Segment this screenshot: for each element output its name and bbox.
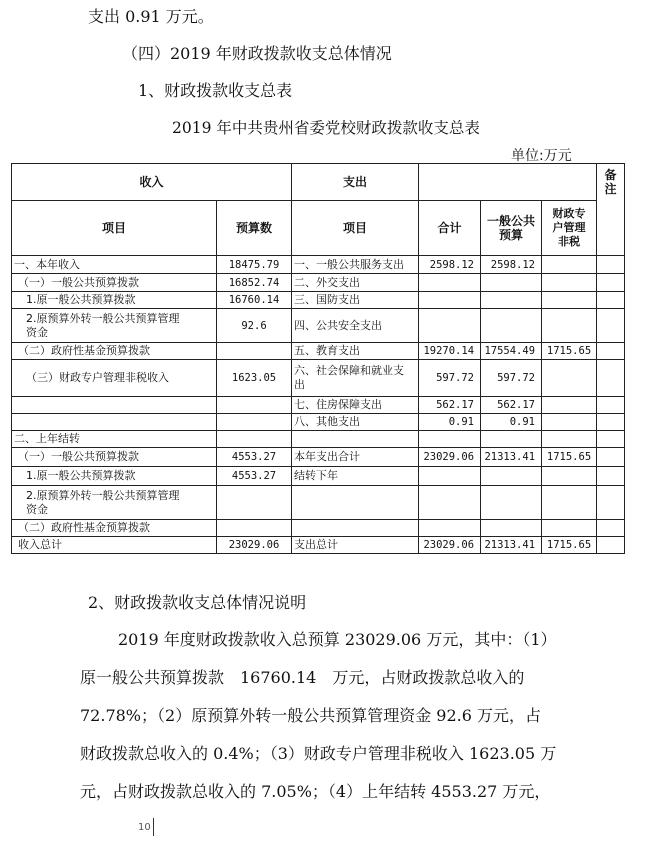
cell-income-item xyxy=(12,414,217,431)
paragraph-tail: 支出 0.91 万元。 xyxy=(88,7,214,26)
table-row xyxy=(12,360,625,397)
cell-expense-item: 四、公共安全支出 xyxy=(292,309,419,343)
cell-expense-general: 0.91 xyxy=(481,414,542,431)
cell-expense-item: 六、社会保障和就业支 出 xyxy=(292,360,419,397)
cell-remark xyxy=(597,256,625,274)
cell-expense-total xyxy=(419,292,481,309)
cell-expense-special: 1715.65 xyxy=(542,537,597,554)
cell-expense-special: 1715.65 xyxy=(542,343,597,360)
page-number: 10 xyxy=(138,822,151,833)
cell-income-budget: 16760.14 xyxy=(217,292,292,309)
paragraph-line: 元，占财政拨款总收入的 7.05%；（4）上年结转 4553.27 万元， xyxy=(80,782,551,801)
table-row xyxy=(12,256,625,274)
cell-expense-total xyxy=(419,431,481,448)
cell-expense-total: 2598.12 xyxy=(419,256,481,274)
table-row xyxy=(12,467,625,486)
cell-expense-special xyxy=(542,397,597,414)
cell-expense-general: 17554.49 xyxy=(481,343,542,360)
cell-expense-item xyxy=(292,431,419,448)
cell-expense-total xyxy=(419,309,481,343)
cell-income-item xyxy=(12,397,217,414)
table-body xyxy=(12,256,625,554)
cell-expense-total xyxy=(419,467,481,486)
cell-remark xyxy=(597,397,625,414)
table-row xyxy=(12,431,625,448)
cell-income-item: 2.原预算外转一般公共预算管理 资金 xyxy=(12,486,217,520)
cell-income-item: （一）一般公共预算拨款 xyxy=(12,274,217,292)
subsection-heading-1: 1、财政拨款收支总表 xyxy=(138,81,293,100)
cell-expense-general: 597.72 xyxy=(481,360,542,397)
header-expense-item: 项目 xyxy=(292,201,419,256)
header-blank xyxy=(419,164,597,201)
cell-expense-total xyxy=(419,486,481,520)
header-budget: 预算数 xyxy=(217,201,292,256)
cell-expense-item: 七、住房保障支出 xyxy=(292,397,419,414)
cell-expense-general xyxy=(481,486,542,520)
cell-expense-general xyxy=(481,467,542,486)
paragraph-line: 72.78%；（2）原预算外转一般公共预算管理资金 92.6 万元，占 xyxy=(80,706,541,725)
cell-income-item: （一）一般公共预算拨款 xyxy=(12,448,217,467)
cell-expense-general: 2598.12 xyxy=(481,256,542,274)
cell-income-budget xyxy=(217,486,292,520)
cell-remark xyxy=(597,360,625,397)
cell-expense-total: 0.91 xyxy=(419,414,481,431)
table-row xyxy=(12,537,625,554)
cell-expense-item: 二、外交支出 xyxy=(292,274,419,292)
paragraph-line: 原一般公共预算拨款 16760.14 万元，占财政拨款总收入的 xyxy=(80,668,525,687)
section-heading-4: （四）2019 年财政拨款收支总体情况 xyxy=(122,44,392,63)
cell-income-budget: 1623.05 xyxy=(217,360,292,397)
header-income-item: 项目 xyxy=(12,201,217,256)
cell-expense-special xyxy=(542,414,597,431)
cell-expense-total xyxy=(419,520,481,537)
cell-expense-special xyxy=(542,431,597,448)
cell-expense-special xyxy=(542,520,597,537)
cell-income-budget xyxy=(217,397,292,414)
table-row xyxy=(12,486,625,520)
header-general-budget: 一般公共 预算 xyxy=(481,201,542,256)
cell-income-budget: 4553.27 xyxy=(217,467,292,486)
cell-income-item: 一、本年收入 xyxy=(12,256,217,274)
table-unit: 单位:万元 xyxy=(511,148,572,164)
cell-remark xyxy=(597,274,625,292)
cell-income-item: 二、上年结转 xyxy=(12,431,217,448)
cell-income-budget: 23029.06 xyxy=(217,537,292,554)
cell-income-budget: 18475.79 xyxy=(217,256,292,274)
cell-expense-general xyxy=(481,309,542,343)
cell-expense-item xyxy=(292,486,419,520)
cell-expense-special xyxy=(542,292,597,309)
cell-expense-item: 三、国防支出 xyxy=(292,292,419,309)
header-income: 收入 xyxy=(12,164,292,201)
cell-expense-general xyxy=(481,520,542,537)
cell-income-budget xyxy=(217,343,292,360)
cell-income-item: 收入总计 xyxy=(12,537,217,554)
cell-expense-item: 八、其他支出 xyxy=(292,414,419,431)
paragraph-line: 财政拨款总收入的 0.4%；（3）财政专户管理非税收入 1623.05 万 xyxy=(80,744,557,763)
cell-income-item: 2.原预算外转一般公共预算管理 资金 xyxy=(12,309,217,343)
cell-expense-total: 19270.14 xyxy=(419,343,481,360)
cell-expense-special xyxy=(542,274,597,292)
cell-expense-special xyxy=(542,467,597,486)
cell-expense-general xyxy=(481,431,542,448)
cell-income-item: 1.原一般公共预算拨款 xyxy=(12,292,217,309)
page-number-divider xyxy=(153,818,154,836)
cell-income-budget: 16852.74 xyxy=(217,274,292,292)
cell-income-item: （二）政府性基金预算拨款 xyxy=(12,343,217,360)
cell-expense-general xyxy=(481,274,542,292)
cell-expense-general xyxy=(481,292,542,309)
cell-remark xyxy=(597,467,625,486)
section-heading-2: 2、财政拨款收支总体情况说明 xyxy=(88,593,307,612)
cell-expense-special xyxy=(542,309,597,343)
fiscal-appropriation-table xyxy=(11,163,625,554)
paragraph-line: 2019 年度财政拨款收入总预算 23029.06 万元，其中：（1） xyxy=(118,630,557,649)
cell-remark xyxy=(597,486,625,520)
cell-remark xyxy=(597,520,625,537)
cell-remark xyxy=(597,414,625,431)
cell-remark xyxy=(597,292,625,309)
cell-expense-item xyxy=(292,520,419,537)
cell-expense-item: 五、教育支出 xyxy=(292,343,419,360)
cell-remark xyxy=(597,448,625,467)
cell-expense-total: 23029.06 xyxy=(419,537,481,554)
cell-income-budget xyxy=(217,431,292,448)
cell-expense-item: 本年支出合计 xyxy=(292,448,419,467)
cell-expense-special xyxy=(542,486,597,520)
header-remark: 备 注 xyxy=(597,164,625,256)
table-row xyxy=(12,343,625,360)
cell-remark xyxy=(597,537,625,554)
cell-expense-special xyxy=(542,360,597,397)
cell-expense-total: 562.17 xyxy=(419,397,481,414)
cell-expense-total xyxy=(419,274,481,292)
table-row xyxy=(12,292,625,309)
cell-income-item: （三）财政专户管理非税收入 xyxy=(12,360,217,397)
cell-remark xyxy=(597,343,625,360)
cell-expense-special xyxy=(542,256,597,274)
table-row xyxy=(12,397,625,414)
header-total: 合计 xyxy=(419,201,481,256)
cell-expense-item: 结转下年 xyxy=(292,467,419,486)
cell-expense-total: 23029.06 xyxy=(419,448,481,467)
cell-expense-item: 一、一般公共服务支出 xyxy=(292,256,419,274)
table-title: 2019 年中共贵州省委党校财政拨款收支总表 xyxy=(172,119,480,137)
header-special-account: 财政专 户管理 非税 xyxy=(542,201,597,256)
table-row xyxy=(12,309,625,343)
cell-remark xyxy=(597,309,625,343)
table-row xyxy=(12,448,625,467)
cell-expense-general: 562.17 xyxy=(481,397,542,414)
cell-income-item: 1.原一般公共预算拨款 xyxy=(12,467,217,486)
cell-expense-total: 597.72 xyxy=(419,360,481,397)
cell-expense-general: 21313.41 xyxy=(481,448,542,467)
cell-income-item: （二）政府性基金预算拨款 xyxy=(12,520,217,537)
cell-income-budget xyxy=(217,520,292,537)
table-row xyxy=(12,414,625,431)
table-row xyxy=(12,520,625,537)
cell-expense-item: 支出总计 xyxy=(292,537,419,554)
cell-remark xyxy=(597,431,625,448)
cell-income-budget xyxy=(217,414,292,431)
cell-expense-special: 1715.65 xyxy=(542,448,597,467)
cell-income-budget: 92.6 xyxy=(217,309,292,343)
cell-expense-general: 21313.41 xyxy=(481,537,542,554)
table-row xyxy=(12,274,625,292)
header-expense: 支出 xyxy=(292,164,419,201)
cell-income-budget: 4553.27 xyxy=(217,448,292,467)
